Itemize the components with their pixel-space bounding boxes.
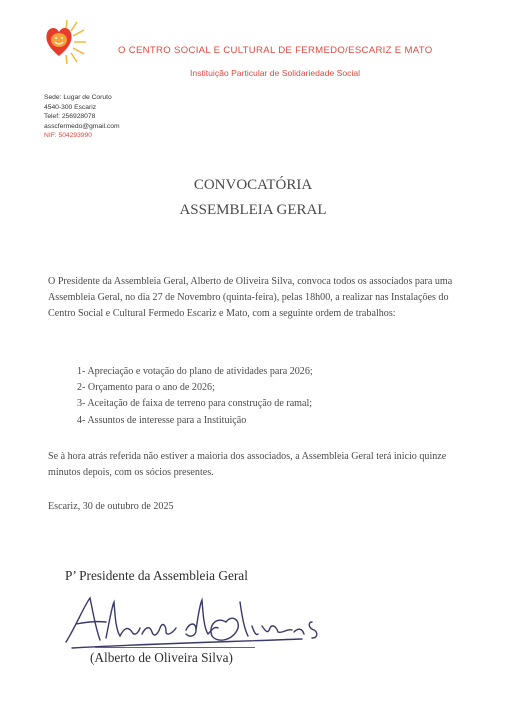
handwritten-signature: [62, 592, 332, 650]
agenda-item: 4- Assuntos de interesse para a Instituição: [77, 414, 247, 426]
email-line: asscfermedo@gmail.com: [44, 122, 120, 130]
document-subtitle: ASSEMBLEIA GERAL: [179, 202, 327, 218]
phone-line: Telef: 256928078: [44, 113, 96, 120]
document-title: CONVOCATÓRIA: [193, 177, 313, 193]
document-date: Escariz, 30 de outubro de 2025: [48, 501, 174, 512]
agenda-item: 2- Orçamento para o ano de 2026;: [77, 382, 215, 394]
agenda-item: 1- Apreciação e votação do plano de atividades para 2026;: [77, 366, 313, 377]
organization-name: O CENTRO SOCIAL E CULTURAL DE FERMEDO/ESCARIZ E MATO: [118, 45, 433, 56]
address-line: 4540-300 Escariz: [44, 103, 97, 111]
signatory-role: P’ Presidente da Assembleia Geral: [65, 568, 248, 583]
nif-line: NIF: 504293990: [44, 132, 92, 139]
agenda-item: 3- Aceitação de faixa de terreno para construção de ramal;: [77, 398, 313, 410]
agenda-list: [77, 364, 313, 429]
quorum-note: Se à hora atrás referida não estiver a maioria dos associados, a Assembleia Geral terá inicio quinze minutos depois, com os sócios presentes.: [48, 451, 447, 478]
heart-sun-logo-icon: [44, 20, 88, 64]
address-line: Sede: Lugar de Coruto: [44, 94, 112, 101]
signature-line: [95, 647, 255, 648]
address-block: [44, 93, 120, 141]
organization-subtitle: Instituição Particular de Solidariedade Social: [190, 68, 361, 78]
intro-paragraph: O Presidente da Assembleia Geral, Alberto de Oliveira Silva, convoca todos os associados para uma Assembleia Geral, no dia 27 de Novembro (quinta-feira), pelas 18h00, a realizar nas Instalações do Centro Social e Cultural Fermedo Escariz e Mato, com a seguinte ordem de trabalhos:: [48, 276, 453, 319]
signatory-name: (Alberto de Oliveira Silva): [90, 650, 233, 665]
